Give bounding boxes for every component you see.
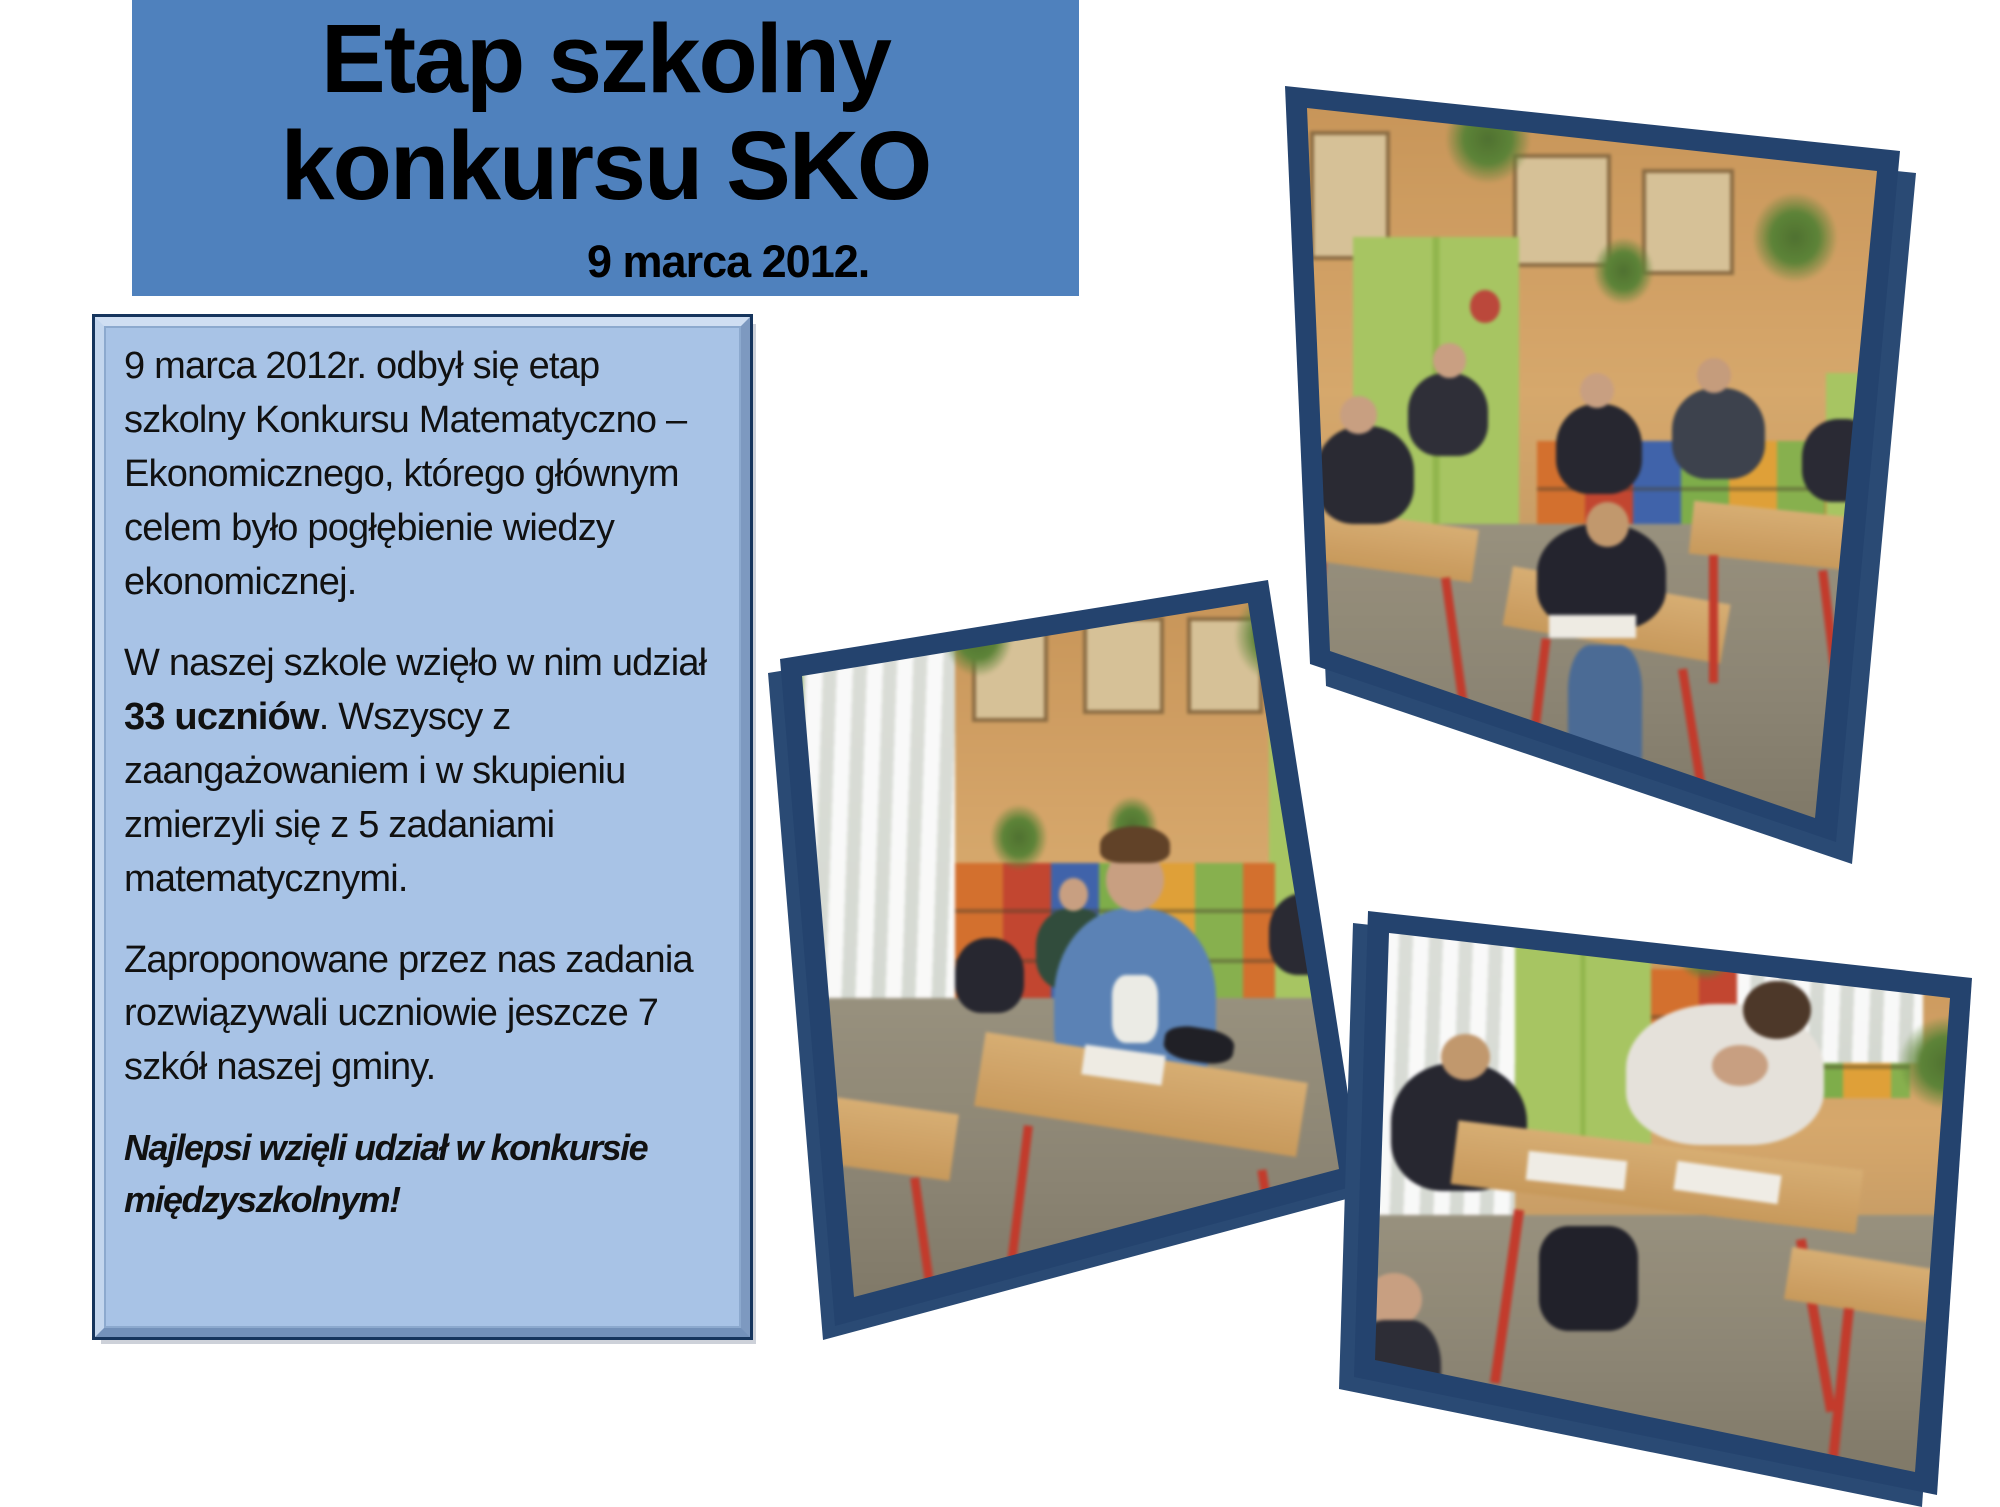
student-head <box>1340 396 1377 434</box>
title-box <box>132 0 1079 296</box>
student-head <box>1433 343 1467 378</box>
text-segment: 33 uczniów <box>124 695 319 738</box>
text-segment: 9 marca 2012r. odbył się etap szkolny Konkursu Matematyczno – Ekonomicznego, którego głównym celem było pogłębienie wiedzy ekonomicznej. <box>124 345 687 603</box>
student-head <box>1697 358 1731 393</box>
text-segment: W naszej szkole wzięło w nim udział <box>124 641 707 684</box>
page-title-line-2: konkursu SKO <box>280 110 931 220</box>
classroom-photo-2 <box>780 580 1362 1326</box>
student <box>1316 426 1414 524</box>
student <box>1672 388 1764 479</box>
picture-board <box>1083 617 1164 714</box>
student-head <box>1580 373 1614 408</box>
exam-paper <box>1549 615 1635 638</box>
student-legs <box>1539 1226 1638 1331</box>
paragraph <box>124 934 724 1096</box>
plant <box>990 804 1048 871</box>
photo-1-scene <box>1285 86 1900 842</box>
text-segment: Zaproponowane przez nas zadania rozwiązywali uczniowie jeszcze 7 szkół naszej gminy. <box>124 938 693 1089</box>
body-text-box <box>95 317 750 1337</box>
desk-leg <box>1709 555 1718 684</box>
student-face <box>1712 1045 1768 1086</box>
plant <box>1752 192 1838 283</box>
picture-board <box>1642 169 1734 275</box>
white-shirt <box>1112 975 1159 1042</box>
paragraph <box>124 1122 724 1224</box>
student-head <box>1441 1034 1490 1081</box>
student <box>1408 373 1488 456</box>
student <box>1556 404 1642 495</box>
paragraph <box>124 637 724 907</box>
student-hair <box>1100 826 1170 863</box>
plant <box>1593 237 1655 305</box>
student <box>955 938 1025 1013</box>
paragraph <box>124 340 724 610</box>
text-segment: . Wszyscy z zaangażowaniem i w skupieniu zmierzyli się z 5 zadaniami matematycznymi. <box>124 695 626 900</box>
classroom-photo-1 <box>1285 86 1900 842</box>
page-title-line-1: Etap szkolny <box>321 4 890 113</box>
text-segment: Najlepsi wzięli udział w konkursie międzyszkolnym! <box>124 1127 648 1220</box>
title-date: 9 marca 2012. <box>587 236 870 287</box>
classroom-photo-3 <box>1354 911 1972 1495</box>
